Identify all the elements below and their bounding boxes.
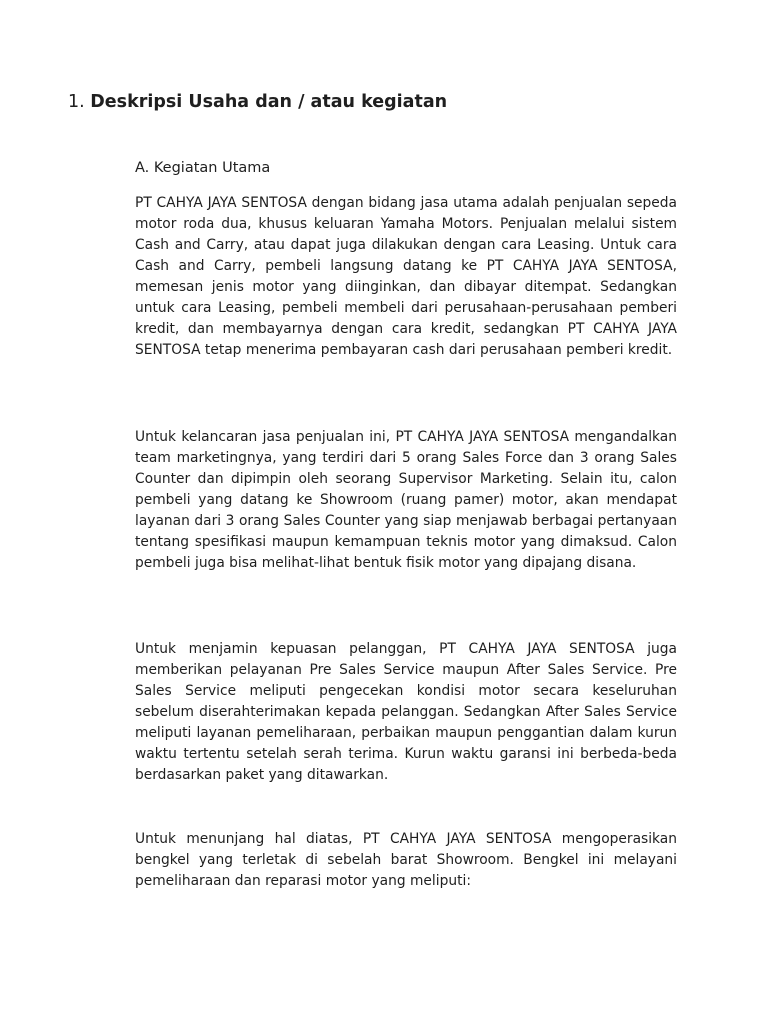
subsection-heading: A. Kegiatan Utama [135,160,271,176]
section-title: Deskripsi Usaha dan / atau kegiatan [90,92,448,112]
paragraph-workshop: Untuk menunjang hal diatas, PT CAHYA JAYA SENTOSA mengoperasikan bengkel yang terletak di sebelah barat Showroom. Bengkel ini melayani pemeliharaan dan reparasi motor yang meliputi: [135,831,677,889]
paragraph-marketing-team: Untuk kelancaran jasa penjualan ini, PT CAHYA JAYA SENTOSA mengandalkan team marketingnya, yang terdiri dari 5 orang Sales Force dan 3 orang Sales Counter dan dipimpin oleh seorang Supervisor Marketing. Selain itu, calon pembeli yang datang ke Showroom (ruang pamer) motor, akan mendapat layanan dari 3 orang Sales Counter yang siap menjawab berbagai pertanyaan tentang spesifikasi maupun kemampuan teknis motor yang dimaksud. Calon pembeli juga bisa melihat-lihat bentuk fisik motor yang dipajang disana. [135,429,677,571]
section-number: 1. [68,92,85,112]
paragraph-main-activity: PT CAHYA JAYA SENTOSA dengan bidang jasa utama adalah penjualan sepeda motor roda dua, khusus keluaran Yamaha Motors. Penjualan melalui sistem Cash and Carry, atau dapat juga dilakukan dengan cara Leasing. Untuk cara Cash and Carry, pembeli langsung datang ke PT CAHYA JAYA SENTOSA, memesan jenis motor yang diinginkan, dan dibayar ditempat. Sedangkan untuk cara Leasing, pembeli membeli dari perusahaan-perusahaan pemberi kredit, dan membayarnya dengan cara kredit, sedangkan PT CAHYA JAYA SENTOSA tetap menerima pembayaran cash dari perusahaan pemberi kredit. [135,195,677,358]
section-heading [68,92,447,112]
paragraph-customer-service: Untuk menjamin kepuasan pelanggan, PT CAHYA JAYA SENTOSA juga memberikan pelayanan Pre Sales Service maupun After Sales Service. Pre Sales Service meliputi pengecekan kondisi motor secara keseluruhan sebelum diserahterimakan kepada pelanggan. Sedangkan After Sales Service meliputi layanan pemeliharaan, perbaikan maupun penggantian dalam kurun waktu tertentu setelah serah terima. Kurun waktu garansi ini berbeda-beda berdasarkan paket yang ditawarkan. [135,641,677,783]
